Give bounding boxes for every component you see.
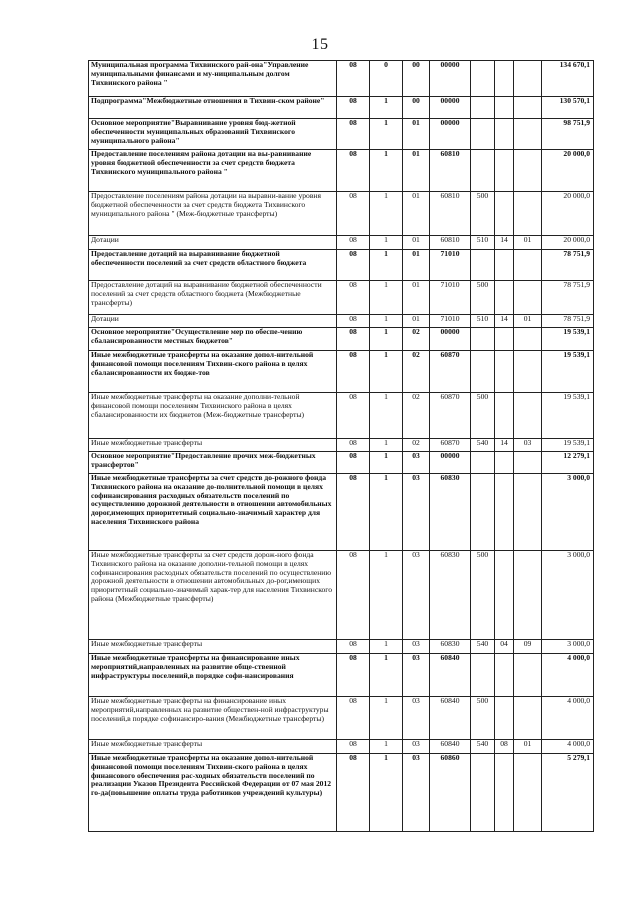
subprogram-code-cell: 02 — [403, 328, 430, 351]
subprogram-code-cell: 01 — [403, 150, 430, 192]
expense-type-cell: 540 — [471, 439, 495, 452]
table-row — [89, 474, 594, 551]
program-code-cell: 1 — [370, 697, 403, 740]
subdivision-code-cell — [514, 61, 542, 97]
division-code-cell — [495, 551, 514, 640]
division-code-cell: 14 — [495, 439, 514, 452]
table-row — [89, 281, 594, 315]
table-row — [89, 452, 594, 474]
section-code-cell: 08 — [337, 654, 370, 697]
amount-cell: 19 539,1 — [542, 351, 594, 393]
expense-type-cell — [471, 351, 495, 393]
row-name-cell: Основное мероприятие"Выравнивание уровня бюд-жетной обеспеченности муниципальных образований Тихвинского муниципального района" — [89, 119, 337, 150]
table-row — [89, 640, 594, 654]
section-code-cell: 08 — [337, 351, 370, 393]
subprogram-code-cell: 03 — [403, 740, 430, 754]
section-code-cell: 08 — [337, 740, 370, 754]
expense-type-cell: 500 — [471, 192, 495, 236]
subdivision-code-cell — [514, 119, 542, 150]
section-code-cell: 08 — [337, 697, 370, 740]
program-code-cell: 1 — [370, 439, 403, 452]
expense-type-cell — [471, 250, 495, 281]
division-code-cell — [495, 474, 514, 551]
row-name-cell: Иные межбюджетные трансферты на финансирование иных мероприятий,направленных на развитие обществен-ной инфраструктуры поселений,в порядке софинансиро-вания (Межбюджетные трансферты) — [89, 697, 337, 740]
division-code-cell — [495, 250, 514, 281]
subdivision-code-cell — [514, 697, 542, 740]
direction-code-cell: 60870 — [430, 439, 471, 452]
subdivision-code-cell: 09 — [514, 640, 542, 654]
table-row — [89, 754, 594, 832]
subdivision-code-cell — [514, 474, 542, 551]
direction-code-cell: 00000 — [430, 452, 471, 474]
subprogram-code-cell: 01 — [403, 236, 430, 250]
table-row — [89, 654, 594, 697]
expense-type-cell — [471, 754, 495, 832]
section-code-cell: 08 — [337, 250, 370, 281]
direction-code-cell: 60830 — [430, 474, 471, 551]
amount-cell: 12 279,1 — [542, 452, 594, 474]
subprogram-code-cell: 03 — [403, 474, 430, 551]
row-name-cell: Дотации — [89, 236, 337, 250]
subprogram-code-cell: 01 — [403, 250, 430, 281]
direction-code-cell: 00000 — [430, 97, 471, 119]
direction-code-cell: 71010 — [430, 250, 471, 281]
subdivision-code-cell — [514, 192, 542, 236]
section-code-cell: 08 — [337, 192, 370, 236]
row-name-cell: Иные межбюджетные трансферты за счет средств до-рожного фонда Тихвинского района на оказание до-полнительной помощи в целях софинансирования расходных обязательств поселений по осуществлению дорожной деятельности в отношении автомобильных дорог,имеющих приоритетный социально-значимый характер для населения Тихвинского района — [89, 474, 337, 551]
table-row — [89, 97, 594, 119]
subdivision-code-cell — [514, 551, 542, 640]
division-code-cell — [495, 119, 514, 150]
section-code-cell: 08 — [337, 119, 370, 150]
table-row — [89, 250, 594, 281]
row-name-cell: Подпрограмма"Межбюджетные отношения в Тихвин-ском районе" — [89, 97, 337, 119]
expense-type-cell — [471, 328, 495, 351]
amount-cell: 19 539,1 — [542, 439, 594, 452]
table-row — [89, 192, 594, 236]
amount-cell: 78 751,9 — [542, 250, 594, 281]
expense-type-cell — [471, 452, 495, 474]
row-name-cell: Муниципальная программа Тихвинского рай-она"Управление муниципальными финансами и му-ниципальным долгом Тихвинского района " — [89, 61, 337, 97]
direction-code-cell: 60860 — [430, 754, 471, 832]
program-code-cell: 1 — [370, 393, 403, 439]
subprogram-code-cell: 02 — [403, 393, 430, 439]
expense-type-cell — [471, 654, 495, 697]
program-code-cell: 1 — [370, 192, 403, 236]
amount-cell: 20 000,0 — [542, 236, 594, 250]
division-code-cell: 14 — [495, 315, 514, 328]
row-name-cell: Иные межбюджетные трансферты на финансирование иных мероприятий,направленных на развитие обще-ственной инфраструктуры поселений,в порядке софи-нансирования — [89, 654, 337, 697]
program-code-cell: 1 — [370, 640, 403, 654]
subdivision-code-cell — [514, 351, 542, 393]
subprogram-code-cell: 02 — [403, 439, 430, 452]
table-row — [89, 697, 594, 740]
direction-code-cell: 00000 — [430, 119, 471, 150]
division-code-cell — [495, 654, 514, 697]
subprogram-code-cell: 03 — [403, 697, 430, 740]
expense-type-cell: 500 — [471, 393, 495, 439]
table-row — [89, 551, 594, 640]
division-code-cell — [495, 393, 514, 439]
subprogram-code-cell: 01 — [403, 119, 430, 150]
program-code-cell: 1 — [370, 452, 403, 474]
section-code-cell: 08 — [337, 439, 370, 452]
amount-cell: 20 000,0 — [542, 150, 594, 192]
amount-cell: 98 751,9 — [542, 119, 594, 150]
direction-code-cell: 60810 — [430, 150, 471, 192]
table-row — [89, 328, 594, 351]
division-code-cell — [495, 328, 514, 351]
program-code-cell: 1 — [370, 281, 403, 315]
expense-type-cell: 500 — [471, 551, 495, 640]
subprogram-code-cell: 03 — [403, 654, 430, 697]
section-code-cell: 08 — [337, 474, 370, 551]
expense-type-cell — [471, 97, 495, 119]
subdivision-code-cell — [514, 328, 542, 351]
direction-code-cell: 60810 — [430, 236, 471, 250]
subprogram-code-cell: 03 — [403, 551, 430, 640]
row-name-cell: Предоставление дотаций на выравнивание бюджетной обеспеченности поселений за счет средств областного бюджета (Межбюджетные трансферты) — [89, 281, 337, 315]
division-code-cell — [495, 192, 514, 236]
program-code-cell: 1 — [370, 315, 403, 328]
amount-cell: 3 000,0 — [542, 551, 594, 640]
subprogram-code-cell: 01 — [403, 315, 430, 328]
amount-cell: 134 670,1 — [542, 61, 594, 97]
subprogram-code-cell: 02 — [403, 351, 430, 393]
direction-code-cell: 60840 — [430, 654, 471, 697]
expense-type-cell — [471, 119, 495, 150]
subdivision-code-cell: 03 — [514, 439, 542, 452]
subprogram-code-cell: 01 — [403, 192, 430, 236]
program-code-cell: 1 — [370, 119, 403, 150]
direction-code-cell: 60830 — [430, 551, 471, 640]
subdivision-code-cell — [514, 754, 542, 832]
row-name-cell: Предоставление поселениям района дотации на вы-равнивание уровня бюджетной обеспеченности за счет средств бюджета Тихвинского муниципального района " — [89, 150, 337, 192]
division-code-cell: 04 — [495, 640, 514, 654]
section-code-cell: 08 — [337, 754, 370, 832]
table-row — [89, 61, 594, 97]
subprogram-code-cell: 03 — [403, 452, 430, 474]
subdivision-code-cell — [514, 452, 542, 474]
expense-type-cell: 510 — [471, 236, 495, 250]
direction-code-cell: 60840 — [430, 740, 471, 754]
page-number: 15 — [311, 36, 329, 53]
row-name-cell: Иные межбюджетные трансферты на оказание допол-нительной финансовой помощи поселениям Тихвин-ского района в целях финансового обеспечения рас-ходных обязательств поселений по реализации Указов Президента Российской Федерации от 07 мая 2012 го-да(повышение оплаты труда работников учреждений культуры) — [89, 754, 337, 832]
section-code-cell: 08 — [337, 393, 370, 439]
program-code-cell: 1 — [370, 236, 403, 250]
section-code-cell: 08 — [337, 640, 370, 654]
direction-code-cell: 60870 — [430, 351, 471, 393]
amount-cell: 19 539,1 — [542, 328, 594, 351]
row-name-cell: Иные межбюджетные трансферты — [89, 640, 337, 654]
expense-type-cell — [471, 150, 495, 192]
division-code-cell: 08 — [495, 740, 514, 754]
expense-type-cell: 540 — [471, 640, 495, 654]
subprogram-code-cell: 00 — [403, 61, 430, 97]
row-name-cell: Иные межбюджетные трансферты на оказание допол-нительной финансовой помощи поселениям Тихвин-ского района в целях сбалансированности их бюдже-тов — [89, 351, 337, 393]
amount-cell: 20 000,0 — [542, 192, 594, 236]
subdivision-code-cell — [514, 393, 542, 439]
direction-code-cell: 00000 — [430, 61, 471, 97]
program-code-cell: 1 — [370, 250, 403, 281]
amount-cell: 78 751,9 — [542, 281, 594, 315]
row-name-cell: Иные межбюджетные трансферты на оказание дополни-тельной финансовой помощи поселениям Тихвинского района в целях сбалансированности их бюджетов (Меж-бюджетные трансферты) — [89, 393, 337, 439]
table-row — [89, 119, 594, 150]
division-code-cell — [495, 150, 514, 192]
section-code-cell: 08 — [337, 315, 370, 328]
row-name-cell: Иные межбюджетные трансферты — [89, 740, 337, 754]
subdivision-code-cell: 01 — [514, 315, 542, 328]
subprogram-code-cell: 01 — [403, 281, 430, 315]
subprogram-code-cell: 03 — [403, 754, 430, 832]
program-code-cell: 1 — [370, 351, 403, 393]
table-row — [89, 351, 594, 393]
division-code-cell — [495, 697, 514, 740]
amount-cell: 4 000,0 — [542, 654, 594, 697]
budget-table — [88, 60, 594, 832]
section-code-cell: 08 — [337, 281, 370, 315]
subprogram-code-cell: 03 — [403, 640, 430, 654]
expense-type-cell: 510 — [471, 315, 495, 328]
direction-code-cell: 71010 — [430, 315, 471, 328]
row-name-cell: Предоставление дотаций на выравнивание бюджетной обеспеченности поселений за счет средств областного бюджета — [89, 250, 337, 281]
division-code-cell — [495, 61, 514, 97]
amount-cell: 130 570,1 — [542, 97, 594, 119]
section-code-cell: 08 — [337, 452, 370, 474]
amount-cell: 5 279,1 — [542, 754, 594, 832]
row-name-cell: Дотации — [89, 315, 337, 328]
table-row — [89, 393, 594, 439]
expense-type-cell: 500 — [471, 697, 495, 740]
subdivision-code-cell: 01 — [514, 236, 542, 250]
program-code-cell: 1 — [370, 551, 403, 640]
program-code-cell: 1 — [370, 150, 403, 192]
division-code-cell — [495, 754, 514, 832]
program-code-cell: 1 — [370, 474, 403, 551]
expense-type-cell: 500 — [471, 281, 495, 315]
amount-cell: 4 000,0 — [542, 697, 594, 740]
direction-code-cell: 71010 — [430, 281, 471, 315]
section-code-cell: 08 — [337, 61, 370, 97]
subdivision-code-cell: 01 — [514, 740, 542, 754]
table-row — [89, 150, 594, 192]
table-row — [89, 439, 594, 452]
subdivision-code-cell — [514, 97, 542, 119]
direction-code-cell: 60840 — [430, 697, 471, 740]
table-row — [89, 315, 594, 328]
direction-code-cell: 60830 — [430, 640, 471, 654]
subdivision-code-cell — [514, 281, 542, 315]
direction-code-cell: 60810 — [430, 192, 471, 236]
expense-type-cell: 540 — [471, 740, 495, 754]
division-code-cell: 14 — [495, 236, 514, 250]
amount-cell: 19 539,1 — [542, 393, 594, 439]
program-code-cell: 1 — [370, 328, 403, 351]
direction-code-cell: 60870 — [430, 393, 471, 439]
subdivision-code-cell — [514, 150, 542, 192]
section-code-cell: 08 — [337, 97, 370, 119]
table-row — [89, 740, 594, 754]
table-row — [89, 236, 594, 250]
row-name-cell: Иные межбюджетные трансферты за счет средств дорож-ного фонда Тихвинского района на оказание дополни-тельной помощи в целях софинансирования расходных обязательств поселений по осуществлению дорожной деятельности в отношении автомобильных до-рог,имеющих приоритетный социально-значимый харак-тер для населения Тихвинского района (Межбюджетные трансферты) — [89, 551, 337, 640]
program-code-cell: 1 — [370, 740, 403, 754]
division-code-cell — [495, 281, 514, 315]
division-code-cell — [495, 97, 514, 119]
row-name-cell: Иные межбюджетные трансферты — [89, 439, 337, 452]
section-code-cell: 08 — [337, 236, 370, 250]
direction-code-cell: 00000 — [430, 328, 471, 351]
amount-cell: 3 000,0 — [542, 474, 594, 551]
expense-type-cell — [471, 474, 495, 551]
division-code-cell — [495, 351, 514, 393]
row-name-cell: Основное мероприятие"Предоставление прочих меж-бюджетных трансфертов" — [89, 452, 337, 474]
section-code-cell: 08 — [337, 328, 370, 351]
program-code-cell: 1 — [370, 97, 403, 119]
section-code-cell: 08 — [337, 150, 370, 192]
program-code-cell: 1 — [370, 754, 403, 832]
row-name-cell: Основное мероприятие"Осуществление мер по обеспе-чению сбалансированности местных бюджетов" — [89, 328, 337, 351]
subdivision-code-cell — [514, 250, 542, 281]
subdivision-code-cell — [514, 654, 542, 697]
expense-type-cell — [471, 61, 495, 97]
program-code-cell: 1 — [370, 654, 403, 697]
row-name-cell: Предоставление поселениям района дотации на выравни-вание уровня бюджетной обеспеченности за счет средств бюджета Тихвинского муниципального района " (Меж-бюджетные трансферты) — [89, 192, 337, 236]
program-code-cell: 0 — [370, 61, 403, 97]
amount-cell: 78 751,9 — [542, 315, 594, 328]
amount-cell: 4 000,0 — [542, 740, 594, 754]
amount-cell: 3 000,0 — [542, 640, 594, 654]
section-code-cell: 08 — [337, 551, 370, 640]
division-code-cell — [495, 452, 514, 474]
subprogram-code-cell: 00 — [403, 97, 430, 119]
